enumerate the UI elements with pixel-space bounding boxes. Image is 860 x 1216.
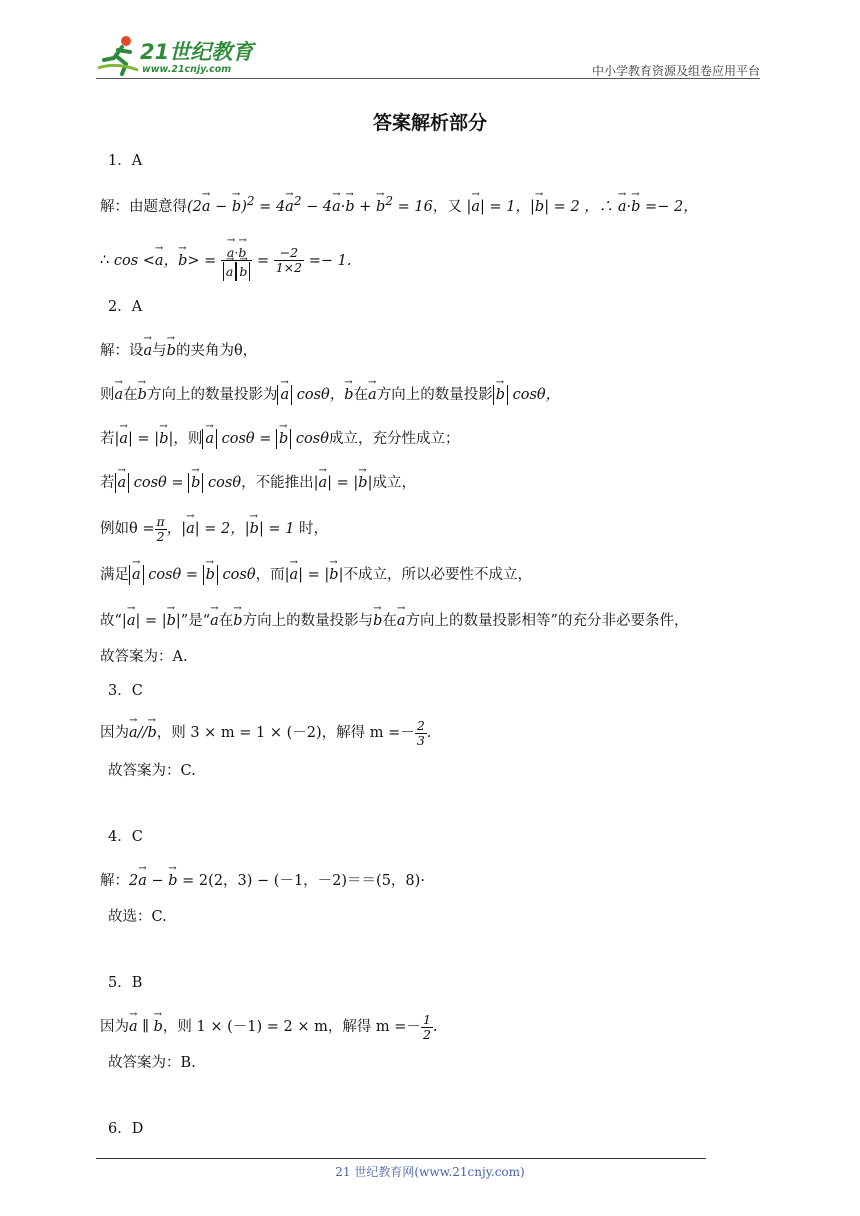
answer-3-line-1: 因为→ a//→ b，则 3 × m = 1 × (－2)，解得 m =－ $\frac{2}{3}$ . xyxy=(100,718,431,748)
answer-2-line-6: 满足→ a cosθ = → b cosθ，而|→ a| = |→ b|不成立，所以必要性不成立， xyxy=(100,560,532,586)
answer-2-line-8: 故答案为：A. xyxy=(100,649,188,665)
footer-site: 21 世纪教育网(www.21cnjy.com) xyxy=(335,1165,525,1179)
answer-1-line-2: ∴ cos <→ a，→ b> = → a·→ b → a→ b = $\frac{-2}{1\times 2}$ =− 1. xyxy=(100,242,351,279)
answer-4-label: 4．C xyxy=(108,829,143,845)
answer-3-label: 3．C xyxy=(108,683,143,699)
page-header xyxy=(96,34,760,80)
answer-5-line-1: 因为→ a ∥ → b，则 1 × (－1) = 2 × m，解得 m =－ $\frac{1}{2}$ . xyxy=(100,1012,438,1042)
runner-logo-icon xyxy=(96,34,142,78)
logo-url: www.21cnjy.com xyxy=(142,64,232,75)
footer-divider xyxy=(96,1158,706,1159)
logo-text: 21世纪教育 xyxy=(140,40,254,64)
answer-3-line-2: 故答案为：C. xyxy=(108,763,196,779)
answer-6-label: 6．D xyxy=(108,1121,144,1137)
answer-2-line-2: 则→ a在→ b方向上的数量投影为→ a cosθ，→ b在→ a方向上的数量投影→ b cosθ， xyxy=(100,380,560,406)
answer-2-label: 2．A xyxy=(108,299,143,315)
answer-2-line-7: 故“|→ a| = |→ b|”是“→ a在→ b方向上的数量投影与→ b在→ a方向上的数量投影相等”的充分非必要条件， xyxy=(100,606,688,632)
page-title: 答案解析部分 xyxy=(372,112,487,134)
header-platform-name: 中小学教育资源及组卷应用平台 xyxy=(591,64,760,78)
answer-2-line-3: 若|→ a| = |→ b|，则→ a cosθ = → b cosθ成立，充分性成立； xyxy=(100,424,459,450)
answer-1-label: 1．A xyxy=(108,153,143,169)
answer-2-line-4: 若→ a cosθ = → b cosθ，不能推出|→ a| = |→ b|成立， xyxy=(100,468,416,494)
answer-2-line-1: 解：设→ a与→ b的夹角为θ， xyxy=(100,336,257,362)
answer-4-line-2: 故选：C. xyxy=(108,909,167,925)
header-divider xyxy=(96,78,760,79)
answer-5-line-2: 故答案为：B. xyxy=(108,1055,196,1071)
answer-4-line-1: 解：2→ a − → b = 2(2，3) − (－1，－2)＝＝(5，8)· xyxy=(100,866,425,892)
logo xyxy=(96,34,276,78)
answer-1-line-1: 解：由题意得(2→ a − → $b)^2 = 4\to a^2 - 4\to a\cdot\to b$ + → $b^2 = 16$，又 |→ a| = 1，|→ b| = 2 ，∴ → a·→ b =− 2， xyxy=(100,190,698,218)
answer-5-label: 5．B xyxy=(108,975,143,991)
answer-2-line-5: 例如θ = $\frac{\pi}{2}$ ，|→ a| = 2，|→ b| = 1 时， xyxy=(100,514,328,544)
